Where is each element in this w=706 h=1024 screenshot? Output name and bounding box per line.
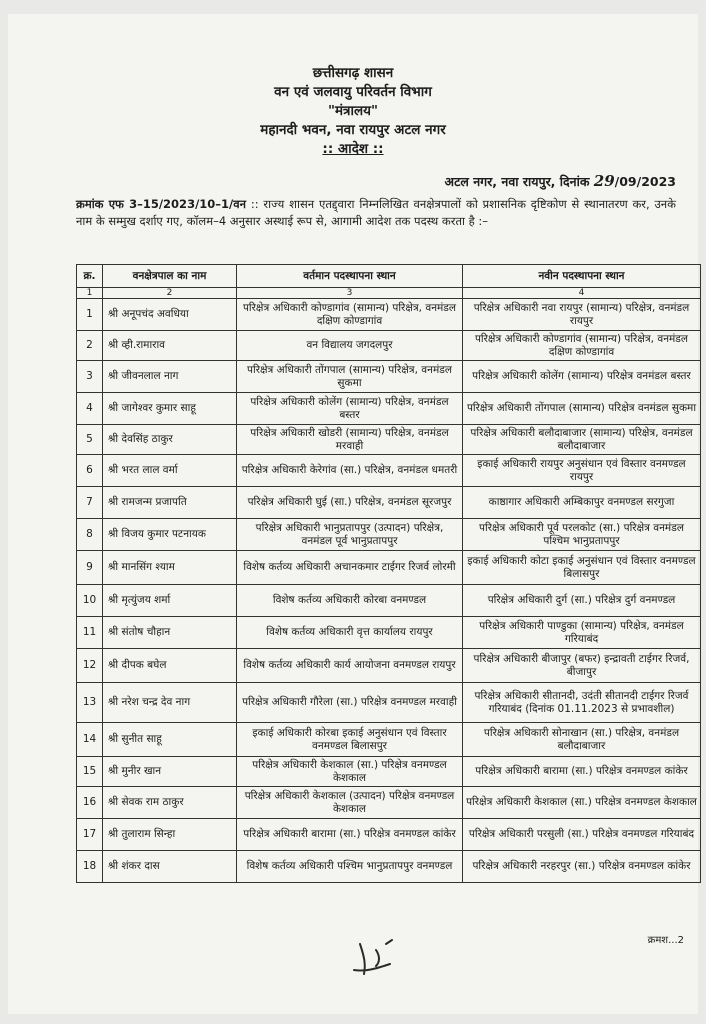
ministry-label: "मंत्रालय" — [327, 103, 379, 119]
new-posting: परिक्षेत्र अधिकारी तोंगपाल (सामान्य) परिक्षेत्र वनमंडल सुकमा — [463, 393, 701, 425]
current-posting: परिक्षेत्र अधिकारी केशकाल (सा.) परिक्षेत्र वनमण्डल केशकाल — [237, 757, 463, 787]
signature-mark — [346, 936, 406, 980]
col-index: 4 — [463, 288, 701, 299]
table-row — [77, 425, 701, 455]
serial-number: 2 — [77, 331, 103, 361]
govt-name: छत्तीसगढ़ शासन — [312, 65, 394, 81]
officer-name: श्री जीवनलाल नाग — [103, 361, 237, 393]
new-posting: परिक्षेत्र अधिकारी नरहरपुर (सा.) परिक्षेत्र वनमण्डल कांकेर — [463, 851, 701, 883]
table-row — [77, 299, 701, 331]
new-posting: इकाई अधिकारी कोटा इकाई अनुसंधान एवं विस्तार वनमण्डल बिलासपुर — [463, 551, 701, 585]
current-posting: परिक्षेत्र अधिकारी गौरेला (सा.) परिक्षेत्र वनमण्डल मरवाही — [237, 683, 463, 723]
col-index: 1 — [77, 288, 103, 299]
table-row — [77, 757, 701, 787]
new-posting: परिक्षेत्र अधिकारी बलौदाबाजार (सामान्य) परिक्षेत्र, वनमंडल बलौदाबाजार — [463, 425, 701, 455]
order-paragraph — [76, 196, 676, 230]
dateline — [445, 172, 676, 190]
new-posting: परिक्षेत्र अधिकारी सोनाखान (सा.) परिक्षेत्र, वनमंडल बलौदाबाजार — [463, 723, 701, 757]
officer-name: श्री तुलाराम सिन्हा — [103, 819, 237, 851]
officer-name: श्री विजय कुमार पटनायक — [103, 519, 237, 551]
department-name: वन एवं जलवायु परिवर्तन विभाग — [274, 84, 432, 100]
header-current-posting: वर्तमान पदस्थापना स्थान — [237, 265, 463, 288]
serial-number: 11 — [77, 617, 103, 649]
new-posting: इकाई अधिकारी रायपुर अनुसंधान एवं विस्तार वनमण्डल रायपुर — [463, 455, 701, 487]
table-row — [77, 851, 701, 883]
serial-number: 15 — [77, 757, 103, 787]
serial-number: 3 — [77, 361, 103, 393]
officer-name: श्री शंकर दास — [103, 851, 237, 883]
current-posting: वन विद्यालय जगदलपुर — [237, 331, 463, 361]
order-title: :: आदेश :: — [322, 141, 384, 157]
officer-name: श्री मृत्युंजय शर्मा — [103, 585, 237, 617]
table-row — [77, 455, 701, 487]
order-text: :: राज्य शासन एतद्द्वारा निम्नलिखित वनक्षेत्रपालों को प्रशासनिक दृष्टिकोण से स्थानातरण कर, उनके नाम के सम्मुख दर्शाए गए, कॉलम–4 अनुसार अस्थाई रूप से, आगामी आदेश तक पदस्थ करता है :– — [76, 197, 676, 228]
current-posting: परिक्षेत्र अधिकारी घुई (सा.) परिक्षेत्र, वनमंडल सूरजपुर — [237, 487, 463, 519]
officer-name: श्री सेवक राम ठाकुर — [103, 787, 237, 819]
table-row — [77, 723, 701, 757]
new-posting: परिक्षेत्र अधिकारी बारामा (सा.) परिक्षेत्र वनमण्डल कांकेर — [463, 757, 701, 787]
serial-number: 9 — [77, 551, 103, 585]
current-posting: परिक्षेत्र अधिकारी केशकाल (उत्पादन) परिक्षेत्र वनमण्डल केशकाल — [237, 787, 463, 819]
current-posting: विशेष कर्तव्य अधिकारी अचानकमार टाईगर रिजर्व लोरमी — [237, 551, 463, 585]
document-header — [8, 64, 698, 159]
serial-number: 10 — [77, 585, 103, 617]
officer-name: श्री अनूपचंद अवधिया — [103, 299, 237, 331]
new-posting: काष्ठागार अधिकारी अम्बिकापुर वनमण्डल सरगुजा — [463, 487, 701, 519]
table-row — [77, 361, 701, 393]
current-posting: परिक्षेत्र अधिकारी खोडरी (सामान्य) परिक्षेत्र, वनमंडल मरवाही — [237, 425, 463, 455]
officer-name: श्री सुनीत साहू — [103, 723, 237, 757]
officer-name: श्री मुनीर खान — [103, 757, 237, 787]
col-index: 3 — [237, 288, 463, 299]
current-posting: परिक्षेत्र अधिकारी कोलेंग (सामान्य) परिक्षेत्र, वनमंडल बस्तर — [237, 393, 463, 425]
current-posting: विशेष कर्तव्य अधिकारी पश्चिम भानुप्रतापपुर वनमण्डल — [237, 851, 463, 883]
new-posting: परिक्षेत्र अधिकारी बीजापुर (बफर) इन्द्रावती टाईगर रिजर्व, बीजापुर — [463, 649, 701, 683]
table-row — [77, 617, 701, 649]
table-row — [77, 787, 701, 819]
officer-name: श्री संतोष चौहान — [103, 617, 237, 649]
serial-number: 18 — [77, 851, 103, 883]
new-posting: परिक्षेत्र अधिकारी कोलेंग (सामान्य) परिक्षेत्र वनमंडल बस्तर — [463, 361, 701, 393]
col-index: 2 — [103, 288, 237, 299]
serial-number: 13 — [77, 683, 103, 723]
serial-number: 7 — [77, 487, 103, 519]
table-row — [77, 551, 701, 585]
serial-number: 6 — [77, 455, 103, 487]
officer-name: श्री रामजन्म प्रजापति — [103, 487, 237, 519]
table-row — [77, 519, 701, 551]
date-month-year: /09/2023 — [614, 174, 676, 189]
order-number: क्रमांक एफ 3–15/2023/10–1/वन — [76, 197, 246, 211]
officer-name: श्री दीपक बघेल — [103, 649, 237, 683]
current-posting: परिक्षेत्र अधिकारी बारामा (सा.) परिक्षेत्र वनमण्डल कांकेर — [237, 819, 463, 851]
serial-number: 1 — [77, 299, 103, 331]
current-posting: विशेष कर्तव्य अधिकारी कोरबा वनमण्डल — [237, 585, 463, 617]
current-posting: विशेष कर्तव्य अधिकारी कार्य आयोजना वनमण्डल रायपुर — [237, 649, 463, 683]
new-posting: परिक्षेत्र अधिकारी परसुली (सा.) परिक्षेत्र वनमण्डल गरियाबंद — [463, 819, 701, 851]
current-posting: परिक्षेत्र अधिकारी भानुप्रतापपुर (उत्पादन) परिक्षेत्र, वनमंडल पूर्व भानुप्रतापपुर — [237, 519, 463, 551]
transfer-table — [76, 264, 701, 883]
serial-number: 8 — [77, 519, 103, 551]
new-posting: परिक्षेत्र अधिकारी सीतानदी, उदंती सीतानदी टाईगर रिजर्व गरियाबंद (दिनांक 01.11.2023 से प्रभावशील) — [463, 683, 701, 723]
table-row — [77, 649, 701, 683]
office-address: महानदी भवन, नवा रायपुर अटल नगर — [260, 122, 446, 138]
officer-name: श्री मानसिंग श्याम — [103, 551, 237, 585]
current-posting: विशेष कर्तव्य अधिकारी वृत्त कार्यालय रायपुर — [237, 617, 463, 649]
dateline-prefix: अटल नगर, नवा रायपुर, दिनांक — [444, 174, 590, 189]
header-new-posting: नवीन पदस्थापना स्थान — [463, 265, 701, 288]
officer-name: श्री जागेश्वर कुमार साहू — [103, 393, 237, 425]
new-posting: परिक्षेत्र अधिकारी पूर्व परलकोट (सा.) परिक्षेत्र वनमंडल पश्चिम भानुप्रतापपुर — [463, 519, 701, 551]
table-row — [77, 819, 701, 851]
table-row — [77, 331, 701, 361]
table-header-row — [77, 265, 701, 288]
serial-number: 5 — [77, 425, 103, 455]
header-sr: क्र. — [77, 265, 103, 288]
new-posting: परिक्षेत्र अधिकारी कोण्डागांव (सामान्य) परिक्षेत्र, वनमंडल दक्षिण कोण्डागांव — [463, 331, 701, 361]
column-index-row — [77, 288, 701, 299]
page-continuation: क्रमश...2 — [647, 935, 684, 946]
new-posting: परिक्षेत्र अधिकारी दुर्ग (सा.) परिक्षेत्र दुर्ग वनमण्डल — [463, 585, 701, 617]
date-day: 29 — [593, 172, 615, 190]
officer-name: श्री देवसिंह ठाकुर — [103, 425, 237, 455]
new-posting: परिक्षेत्र अधिकारी केशकाल (सा.) परिक्षेत्र वनमण्डल केशकाल — [463, 787, 701, 819]
table-row — [77, 487, 701, 519]
serial-number: 12 — [77, 649, 103, 683]
serial-number: 16 — [77, 787, 103, 819]
new-posting: परिक्षेत्र अधिकारी नवा रायपुर (सामान्य) परिक्षेत्र, वनमंडल रायपुर — [463, 299, 701, 331]
current-posting: परिक्षेत्र अधिकारी कोण्डागांव (सामान्य) परिक्षेत्र, वनमंडल दक्षिण कोण्डागांव — [237, 299, 463, 331]
current-posting: परिक्षेत्र अधिकारी केरेगांव (सा.) परिक्षेत्र, वनमंडल धमतरी — [237, 455, 463, 487]
table-row — [77, 683, 701, 723]
serial-number: 17 — [77, 819, 103, 851]
header-name: वनक्षेत्रपाल का नाम — [103, 265, 237, 288]
table-row — [77, 585, 701, 617]
serial-number: 14 — [77, 723, 103, 757]
new-posting: परिक्षेत्र अधिकारी पाण्डुका (सामान्य) परिक्षेत्र, वनमंडल गरियाबंद — [463, 617, 701, 649]
officer-name: श्री भरत लाल वर्मा — [103, 455, 237, 487]
current-posting: परिक्षेत्र अधिकारी तोंगपाल (सामान्य) परिक्षेत्र, वनमंडल सुकमा — [237, 361, 463, 393]
table-row — [77, 393, 701, 425]
officer-name: श्री नरेश चन्द्र देव नाग — [103, 683, 237, 723]
current-posting: इकाई अधिकारी कोरबा इकाई अनुसंधान एवं विस्तार वनमण्डल बिलासपुर — [237, 723, 463, 757]
officer-name: श्री व्ही.रामाराव — [103, 331, 237, 361]
serial-number: 4 — [77, 393, 103, 425]
document-page — [8, 14, 698, 1014]
